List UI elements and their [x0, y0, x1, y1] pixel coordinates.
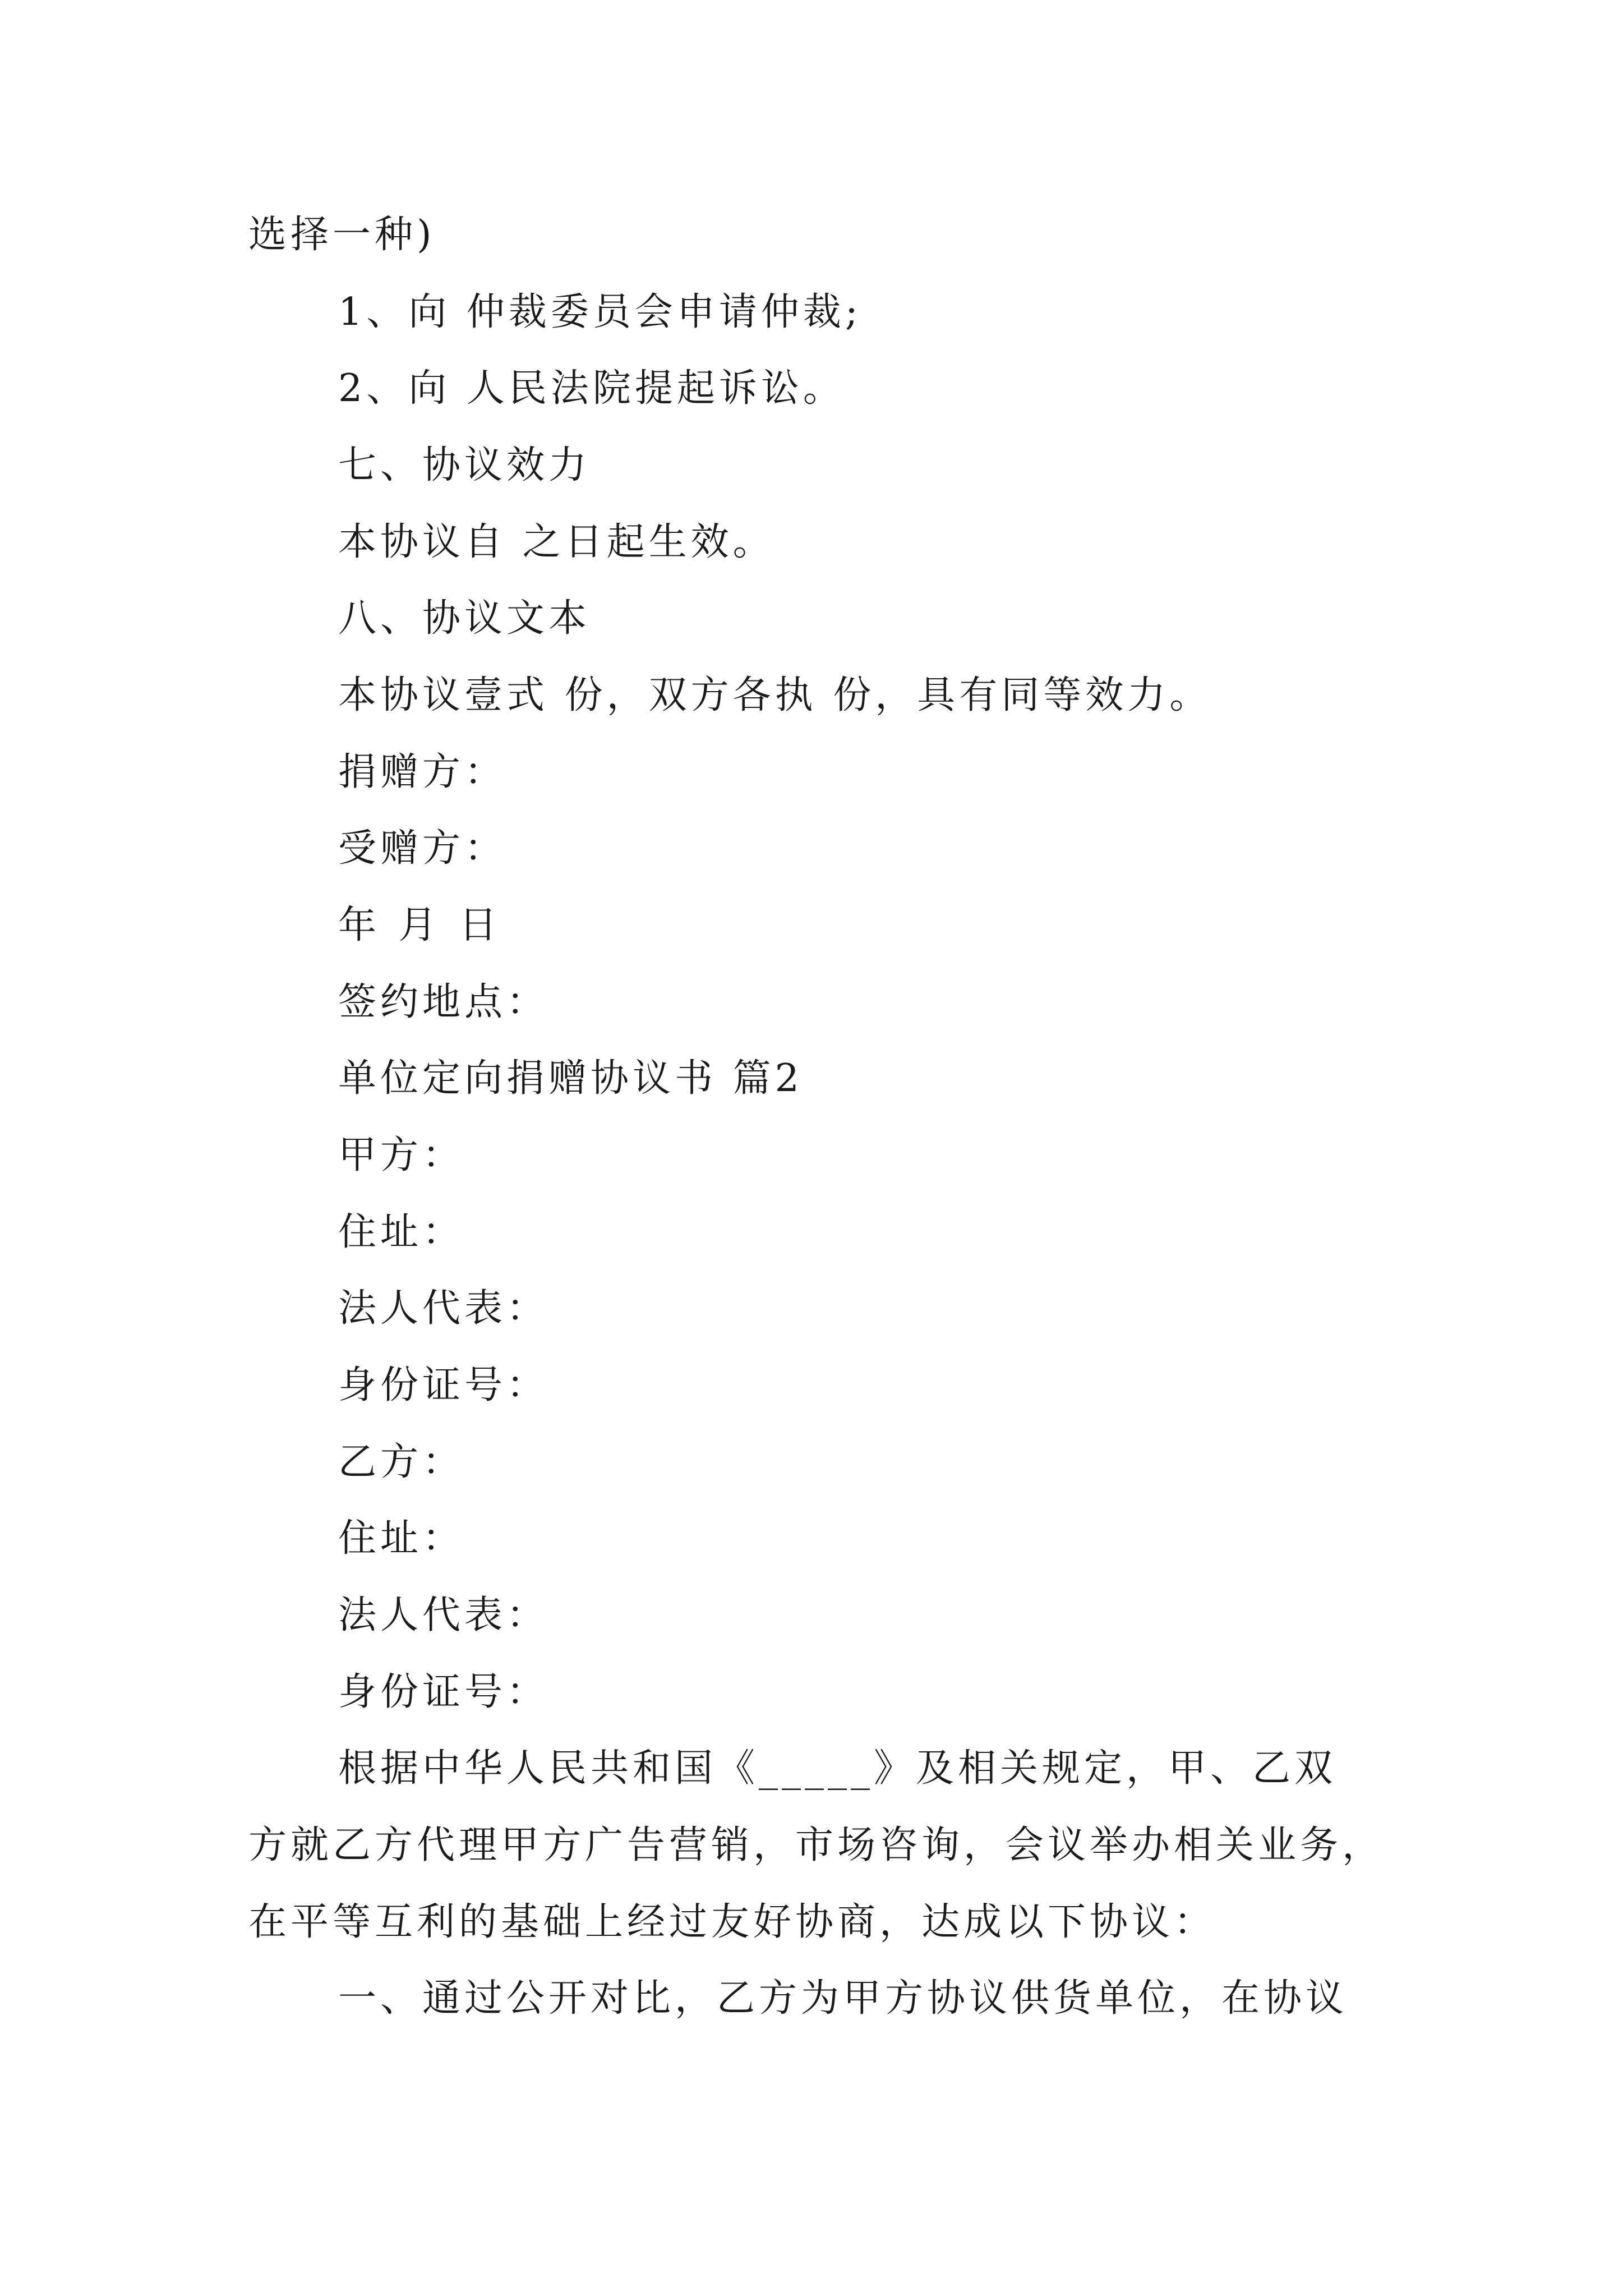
section-heading-text: 八、协议文本 [338, 596, 591, 641]
paragraph-intro-line-1: 根据中华人民共和国《_____》及相关规定，甲、乙双 [338, 1746, 1337, 1791]
paragraph-intro-line-2: 方就乙方代理甲方广告营销，市场咨询，会议举办相关业务， [248, 1823, 1385, 1867]
party-b-legal-rep-label: 法人代表： [338, 1593, 549, 1637]
clause-one-line-1: 一、通过公开对比，乙方为甲方协议供货单位，在协议 [338, 1976, 1348, 2021]
party-a-id-label: 身份证号： [338, 1363, 549, 1407]
section-heading-effect: 七、协议效力 [338, 443, 591, 487]
party-a-address-label: 住址： [338, 1210, 465, 1254]
paragraph-intro-line-3: 在平等互利的基础上经过友好协商，达成以下协议： [248, 1900, 1216, 1944]
text-line-litigation-option: 2、向 人民法院提起诉讼。 [338, 366, 845, 411]
text-line-copies: 本协议壹式 份，双方各执 份，具有同等效力。 [338, 673, 1212, 717]
text-line-effective-date: 本协议自 之日起生效。 [338, 520, 775, 564]
date-line: 年 月 日 [338, 903, 502, 947]
signature-recipient-label: 受赠方： [338, 826, 507, 871]
text-line-continuation: 选择一种) [248, 213, 436, 257]
party-b-address-label: 住址： [338, 1516, 465, 1561]
party-b-label: 乙方： [338, 1440, 465, 1484]
signature-donor-label: 捐赠方： [338, 750, 507, 794]
party-a-legal-rep-label: 法人代表： [338, 1286, 549, 1331]
party-a-label: 甲方： [338, 1133, 465, 1177]
party-b-id-label: 身份证号： [338, 1670, 549, 1714]
text-line-arbitration-option: 1、向 仲裁委员会申请仲裁; [338, 290, 862, 334]
signing-place-label: 签约地点： [338, 980, 549, 1024]
agreement-title-2: 单位定向捐赠协议书 篇2 [338, 1056, 803, 1101]
